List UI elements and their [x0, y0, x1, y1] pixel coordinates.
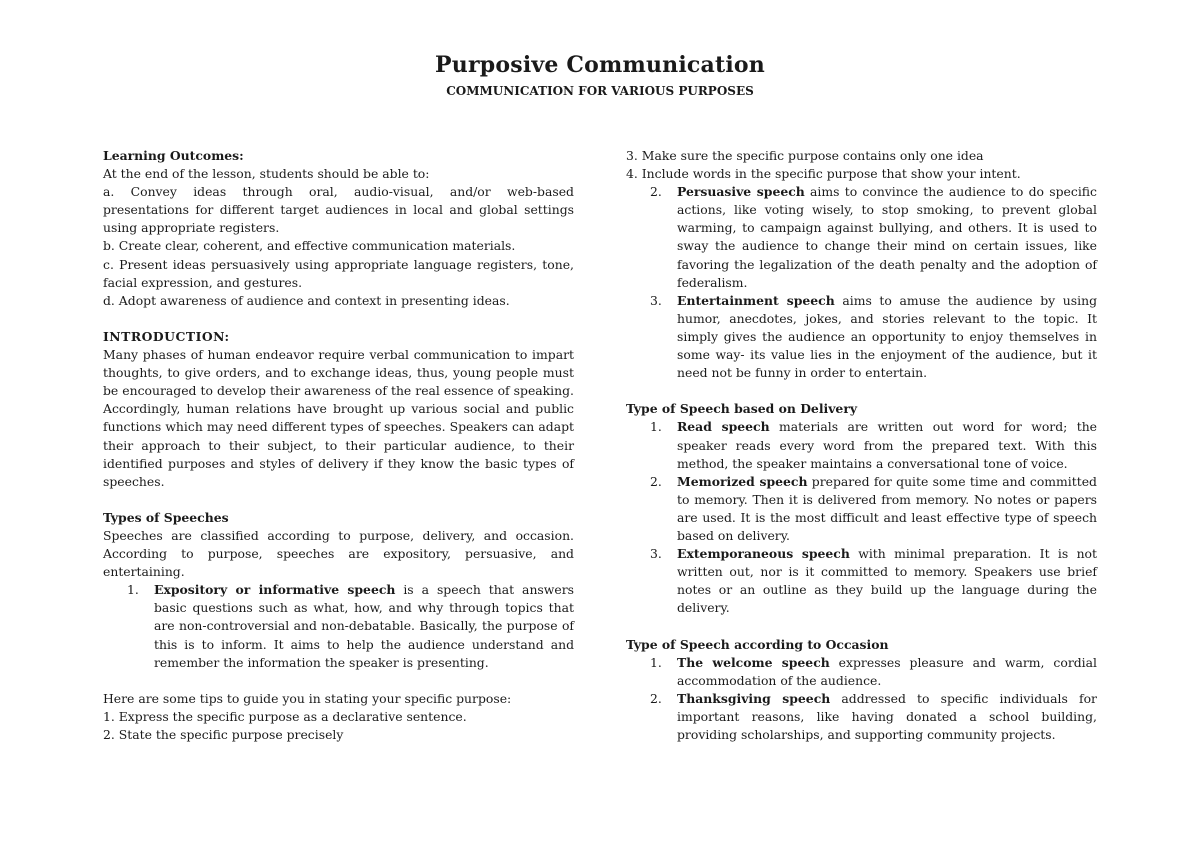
tip-4: 4. Include words in the specific purpose that show your intent. [626, 166, 1021, 182]
tips-intro: Here are some tips to guide you in stating your specific purpose: [103, 690, 512, 706]
list-desc: prepared for quite some time and committed to memory. Then it is delivered from memory. No notes or papers are used. It is the most difficult and least effective type of speech based on delivery. [677, 473, 1097, 543]
delivery-heading: Type of Speech based on Delivery [626, 401, 858, 417]
list-number: 2. [650, 184, 662, 200]
list-term: Read speech [677, 419, 770, 435]
list-number: 2. [650, 473, 662, 489]
list-item [626, 473, 1097, 545]
list-number: 3. [650, 292, 662, 308]
list-term: Memorized speech [677, 473, 808, 489]
list-desc: aims to amuse the audience by using humor, anecdotes, jokes, and stories relevant to the topic. It simply gives the audience an opportunity to enjoy themselves in some way- its value lies in the enjoyment of the audience, but it need not be funny in order to entertain. [677, 292, 1097, 381]
list-item [626, 418, 1097, 472]
list-desc: addressed to specific individuals for important reasons, like having donated a school building, providing scholarships, and supporting community projects. [677, 690, 1097, 742]
list-term: Entertainment speech [677, 292, 835, 308]
list-item [103, 581, 574, 671]
outcome-a: a. Convey ideas through oral, audio-visual, and/or web-based presentations for different target audiences in local and global settings using appropriate registers. [103, 184, 574, 236]
list-item [626, 183, 1097, 292]
list-desc: with minimal preparation. It is not written out, nor is it committed to memory. Speakers use brief notes or an outline as they build up the language during the delivery. [677, 546, 1097, 616]
learning-outcomes-heading: Learning Outcomes: [103, 148, 244, 163]
list-item [626, 654, 1097, 690]
list-term: The welcome speech [677, 654, 830, 670]
outcome-d: d. Adopt awareness of audience and context in presenting ideas. [103, 292, 510, 308]
left-column [103, 147, 574, 744]
introduction-heading: INTRODUCTION: [103, 328, 230, 344]
list-item [626, 690, 1097, 744]
outcome-b: b. Create clear, coherent, and effective communication materials. [103, 238, 516, 254]
list-term: Expository or informative speech [154, 582, 396, 598]
list-number: 1. [650, 654, 662, 670]
list-number: 2. [650, 690, 662, 706]
tip-1: 1. Express the specific purpose as a declarative sentence. [103, 708, 467, 724]
list-number: 1. [127, 582, 139, 598]
list-desc: is a speech that answers basic questions such as what, how, and why through topics that are non-controversial and non-debatable. Basically, the purpose of this is to inform. It aims to help the audience understand and remember the information the speaker is presenting. [154, 582, 574, 670]
list-item [626, 292, 1097, 382]
list-term: Persuasive speech [677, 184, 805, 200]
outcome-c: c. Present ideas persuasively using appropriate language registers, tone, facial expression, and gestures. [103, 256, 574, 290]
list-number: 1. [650, 419, 662, 435]
list-number: 3. [650, 546, 662, 562]
occasion-heading: Type of Speech according to Occasion [626, 636, 889, 652]
page-subtitle: COMMUNICATION FOR VARIOUS PURPOSES [446, 84, 754, 98]
tip-3: 3. Make sure the specific purpose contains only one idea [626, 148, 984, 163]
introduction-text: Many phases of human endeavor require verbal communication to impart thoughts, to give orders, and to exchange ideas, thus, young people must be encouraged to develop their awareness of the real essence of speaking. Accordingly, human relations have brought up various social and public functions which may need different types of speeches. Speakers can adapt their approach to their subject, to their particular audience, to their identified purposes and styles of delivery if they know the basic types of speeches. [103, 347, 574, 489]
types-text: Speeches are classified according to purpose, delivery, and occasion. According to purpose, speeches are expository, persuasive, and entertaining. [103, 527, 574, 580]
list-item [626, 545, 1097, 617]
page-title: Purposive Communication [435, 52, 765, 78]
types-heading: Types of Speeches [103, 509, 229, 525]
list-desc: materials are written out word for word; the speaker reads every word from the prepared text. With this method, the speaker maintains a conversational tone of voice. [677, 419, 1098, 471]
list-desc: expresses pleasure and warm, cordial accommodation of the audience. [677, 654, 1097, 688]
list-desc: aims to convince the audience to do specific actions, like voting wisely, to stop smoking, to prevent global warming, to campaign against bullying, and others. It is used to sway the audience to change their mind on certain issues, like favoring the legalization of the death penalty and the adoption of federalism. [677, 184, 1097, 290]
list-term: Extemporaneous speech [677, 546, 850, 562]
right-column [626, 147, 1097, 744]
list-term: Thanksgiving speech [677, 690, 831, 706]
learning-outcomes-intro: At the end of the lesson, students should be able to: [103, 166, 430, 182]
tip-2: 2. State the specific purpose precisely [103, 727, 344, 742]
